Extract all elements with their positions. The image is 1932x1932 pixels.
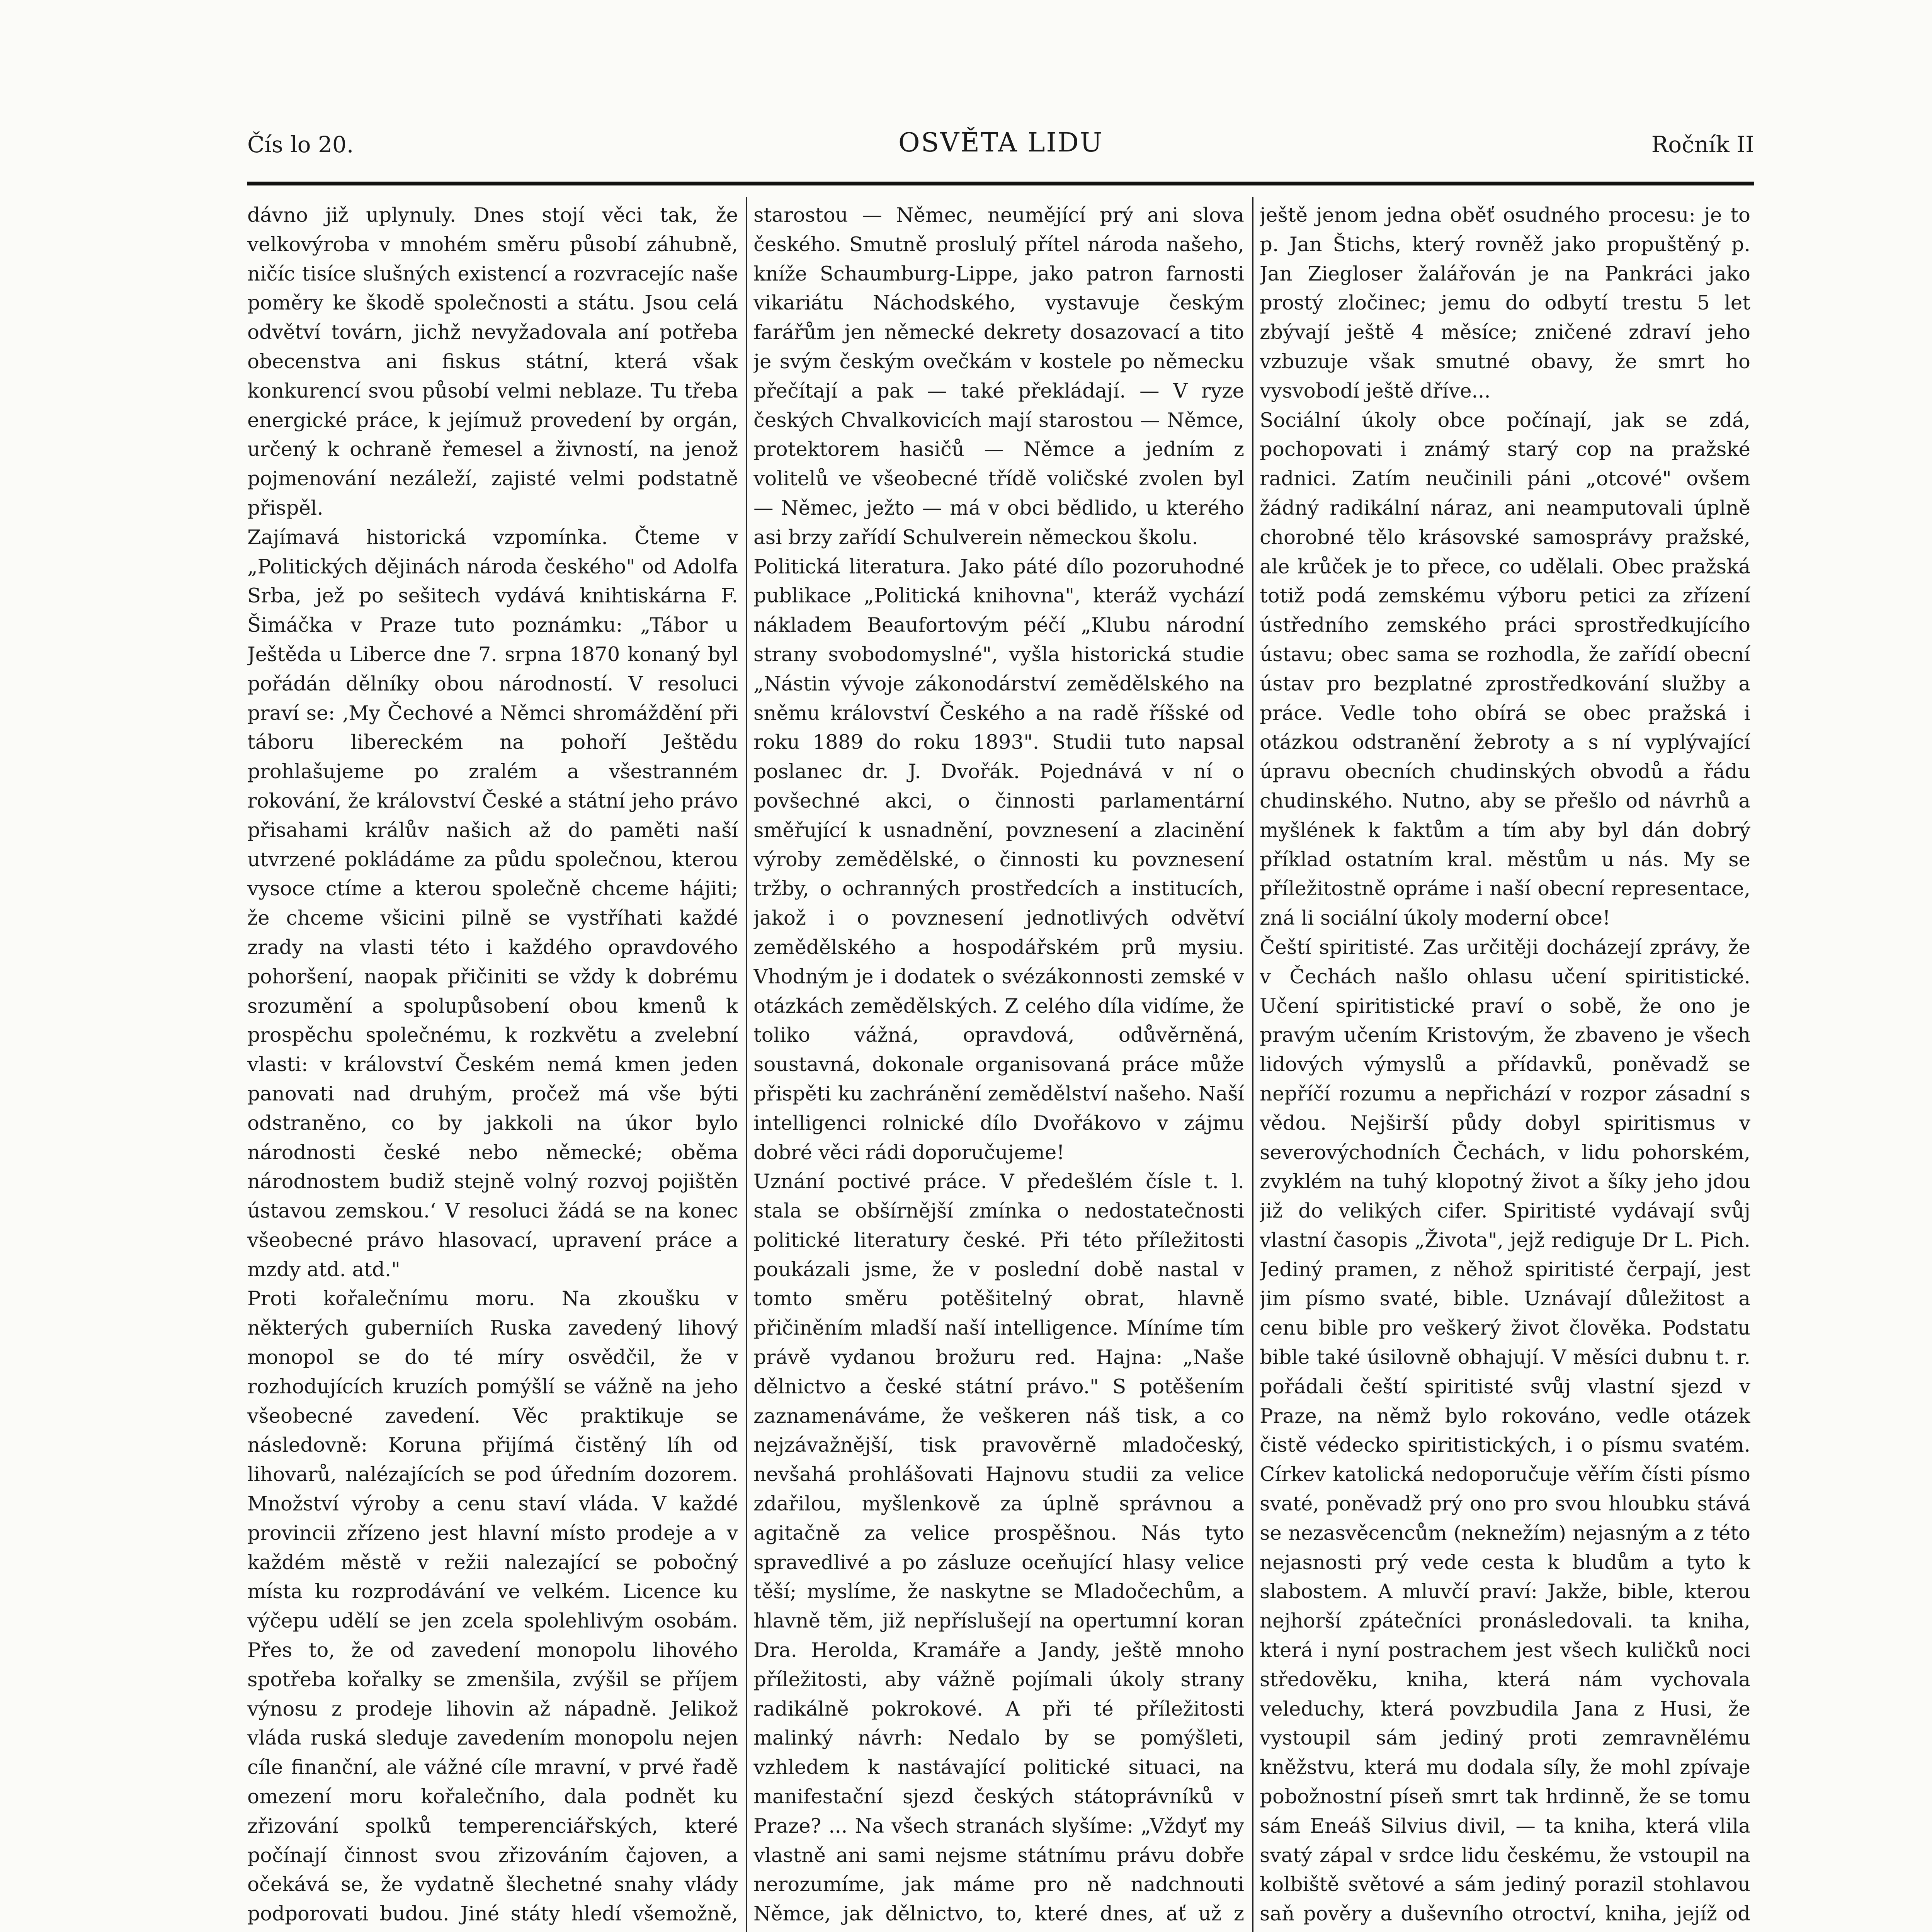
column-divider [746,197,747,1932]
article-paragraph: Zajímavá historická vzpomínka. Čteme v „Politických dějinách národa českého" od Adolfa Srba, jež po sešitech vydává knihtiskárna F. Šimáčka v Praze tuto poznámku: „Tábor u Ještěda u Liberce dne 7. srpna 1870 konaný byl pořádán dělníky obou národností. V resoluci praví se: ‚My Čechové a Němci shromáždění při táboru libereckém na pohoří Ještědu prohlašujeme po zralém a všestranném rokování, že království České a státní jeho právo přisahami králův našich až do paměti naší utvrzené pokládáme za půdu společnou, kterou vysoce ctíme a kterou společně chceme hájiti; že chceme všicini pilně se vystříhati každé zrady na vlasti této i každého opravdového pohoršení, naopak přičiniti se vždy k dobrému srozumění a spolupůsobení obou kmenů k prospěchu společnému, k rozkvětu a zvelební vlasti: v království Českém nemá kmen jeden panovati nad druhým, pročež má vše býti odstraněno, co by jakkoli na úkor bylo národnosti české nebo německé; oběma národnostem budiž stejně volný rozvoj pojištěn ústavou zemskou.‘ V resoluci žádá se na konec všeobecné právo hlasovací, upravení práce a mzdy atd. atd." [247,526,738,1281]
article-paragraph: Čeští spiritisté. Zas určitěji docházejí zprávy, že v Čechách našlo ohlasu učení spiritistické. Učení spiritistické praví o sobě, že ono je pravým učením Kristovým, že zbaveno je všech lidových výmyslů a přídavků, poněvadž se nepříčí rozumu a nepřichází v rozpor zásadní s vědou. Nejširší půdy dobyl spiritismus v severovýchodních Čechách, v lidu pohorském, zvyklém na tuhý klopotný život a šíky jeho jdou již do velikých cifer. Spiritisté vydávají svůj vlastní časopis „Života", jejž rediguje Dr L. Pich. Jediný pramen, z něhož spiritisté čerpají, jest jim písmo svaté, bible. Uznávají důležitost a cenu bible pro veškerý život člověka. Podstatu bible také úsilovně obhajují. V měsíci dubnu t. r. pořádali čeští spiritisté svůj vlastní sjezd v Praze, na němž bylo rokováno, vedle otázek čistě védecko spiritistických, i o písmu svatém. Církev katolická nedoporučuje věřím čísti písmo svaté, poněvadž prý ono pro svou hloubku stává se nezasvěcencům (neknežím) nejasným a z této nejasnosti prý vede cesta k bludům a tyto k slabostem. A mluvčí praví: Jakže, bible, kterou nejhorší zpátečníci pronásledovali. ta kniha, která i nyní postrachem jest všech kuličků noci středověku, kniha, která nám vychovala veleduchy, která povzbudila Jana z Husi, že vystoupil sám jediný proti zemravnělému kněžstvu, která mu dodala síly, že mohl zpívaje pobožnostní píseň smrt tak hrdinně, že se tomu sám Eneáš Silvius divil, — ta kniha, která vlila svatý zápal v srdce lidu českému, že vstoupil na kolbiště světové a sám jediný porazil stohlavou saň pověry a duševního otroctví, kniha, jejíž od [1260,935,1750,1926]
column-divider [1252,197,1253,1932]
article-paragraph: dávno již uplynuly. Dnes stojí věci tak, že velkovýroba v mnohém směru působí záhubně, ničíc tisíce slušných existencí a rozvracejíc naše poměry ke škodě společnosti a státu. Jsou celá odvětví továrn, jichž nevyžadovala aní potřeba obecenstva ani fiskus státní, která však konkurencí svou působí velmi neblaze. Tu třeba energické práce, k jejímuž provedení by orgán, určený k ochraně řemesel a živností, na jenož pojmenování nezáleží, zajisté velmi podstatně přispěl. [247,204,738,520]
column-2 [753,201,1244,1932]
page-header [247,116,1754,174]
volume-number: Ročník II [1651,131,1754,158]
article-paragraph: Uznání poctivé práce. V předešlém čísle t. l. stala se obšírnější zmínka o nedostatečnosti politické literatury české. Při této příležitosti poukázali jsme, že v poslední době nastal v tomto směru potěšitelný obrat, hlavně přičiněním mladší naší intelligence. Míníme tím právě vydanou brožuru red. Hajna: „Naše dělnictvo a české státní právo." S potěšením zaznamenáváme, že veškeren náš tisk, a co nejzávažnější, tisk pravověrně mladočeský, nevšahá prohlášovati Hajnovu studii za velice zdařilou, myšlenkově za úplně správnou a agitačně za velice prospěšnou. Nás tyto spravedlivé a po zásluze oceňující hlasy velice těší; myslíme, že naskytne se Mladočechům, a hlavně těm, již nepříslušejí na opertumní koran Dra. Herolda, Kramáře a Jandy, ještě mnoho příležitosti, aby vážně pojímali úkoly strany radikálně pokrokové. A při té příležitosti malinký návrh: Nedalo by se pomýšleti, vzhledem k nastávající politické situaci, na manifestační sjezd českých státoprávníků v Praze? ... Na všech stranách slyšíme: „Vždyť my vlastně ani sami nejsme státnímu právu dobře nerozumíme, jak máme pro ně nadchnouti Němce, jak dělnictvo, to, které dnes, ať už z [753,1170,1244,1926]
article-paragraph: Proti kořalečnímu moru. Na zkoušku v některých guberniích Ruska zavedený lihový monopol se do té míry osvědčil, že v rozhodujících kruzích pomýšlí se vážně na jeho všeobecné zavedení. Věc praktikuje se následovně: Koruna přijímá čistěný líh od lihovarů, nalézajících se pod úředním dozorem. Množství výroby a cenu staví vláda. V každé provincii zřízeno jest hlavní místo prodeje a v každém městě v režii nalezající se pobočný místa ku rozprodávání ve velkém. Licence ku výčepu udělí se jen zcela spolehlivým osobám. Přes to, že od zavedení monopolu lihového spotřeba kořalky se zmenšila, zvýšil se příjem výnosu z prodeje lihovin až nápadně. Jelikož vláda ruská sleduje zavedením monopolu nejen cíle finanční, ale vážné cíle mravní, v prvé řadě omezení moru kořalečního, dala podnět ku zřizování spolků temperenciářských, které počínají činnost svou zřizováním čajoven, a očekává se, že vydatně šlechetné snahy vlády podporovati budou. Jiné státy hledí všemožně, [247,1287,738,1926]
article-paragraph: starostou — Němec, neumějící prý ani slova českého. Smutně proslulý přítel národa našeho, kníže Schaumburg-Lippe, jako patron farnosti vikariátu Náchodského, vystavuje českým farářům jen německé dekrety dosazovací a tito je svým českým ovečkám v kostele po německu přečítají a pak — také překládají. — V ryze českých Chvalkovicích mají starostou — Němce, protektorem hasičů — Němce a jedním z volitelů ve všeobecné třídě voličské zvolen byl — Němec, ježto — má v obci bědlido, u kterého asi brzy zařídí Schulverein německou školu. [753,204,1244,549]
issue-number: Čís lo 20. [247,131,354,158]
newspaper-title: OSVĚTA LIDU [898,128,1104,158]
header-rule [247,182,1754,185]
article-paragraph: ještě jenom jedna oběť osudného procesu: je to p. Jan Štichs, který rovněž jako propuštěný p. Jan Ziegloser žalářován je na Pankráci jako prostý zločinec; jemu do odbytí trestu 5 let zbývají ještě 4 měsíce; zničené zdraví jeho vzbuzuje však smutné obavy, že smrt ho vysvobodí ještě dříve... [1260,204,1750,403]
article-paragraph: Sociální úkoly obce počínají, jak se zdá, pochopovati i známý starý cop na pražské radnici. Zatím neučinili páni „otcové" ovšem žádný radikální náraz, ani neamputovali úplně chorobné tělo krásovské samosprávy pražské, ale krůček je to přece, co udělali. Obec pražská totiž podá zemskému výboru petici za zřízení ústředního zemského práci sprostředkujícího ústavu; obec sama se rozhodla, že zařídí obecní ústav pro bezplatné zprostředkování služby a práce. Vedle toho obírá se obec pražská i otázkou odstranění žebroty a s ní vyplývající úpravu obecních chudinských obvodů a řádu chudinského. Nutno, aby se přešlo od návrhů a myšlének k faktům a tím aby byl dán dobrý příklad ostatním kral. městům u nás. My se příležitostně opráme i naší obecní representace, zná li sociální úkoly moderní obce! [1260,408,1750,930]
column-3 [1260,201,1750,1932]
column-1 [247,201,738,1932]
article-paragraph: Politická literatura. Jako páté dílo pozoruhodné publikace „Politická knihovna", kteráž vychází nákladem Beaufortovým péčí „Klubu národní strany svobodomyslné", vyšla historická studie „Nástin vývoje zákonodárství zemědělského na sněmu království Českého a na radě říšské od roku 1889 do roku 1893". Studii tuto napsal poslanec dr. J. Dvořák. Pojednává v ní o povšechné akci, o činnosti parlamentární směřující k usnadnění, povznesení a zlacinění výroby zemědělské, o činnosti ku povznesení tržby, o ochranných prostředcích a institucích, jakož i o povznesení jednotlivých odvětví zemědělského a hospodářském prů mysiu. Vhodným je i dodatek o svézákonnosti zemské v otázkách zemědělských. Z celého díla vidíme, že toliko vážná, opravdová, odůvěrněná, soustavná, dokonale organisovaná práce může přispěti ku zachránění zemědělství našeho. Naší intelligenci rolnické dílo Dvořákovo v zájmu dobré věci rádi doporučujeme! [753,555,1244,1164]
